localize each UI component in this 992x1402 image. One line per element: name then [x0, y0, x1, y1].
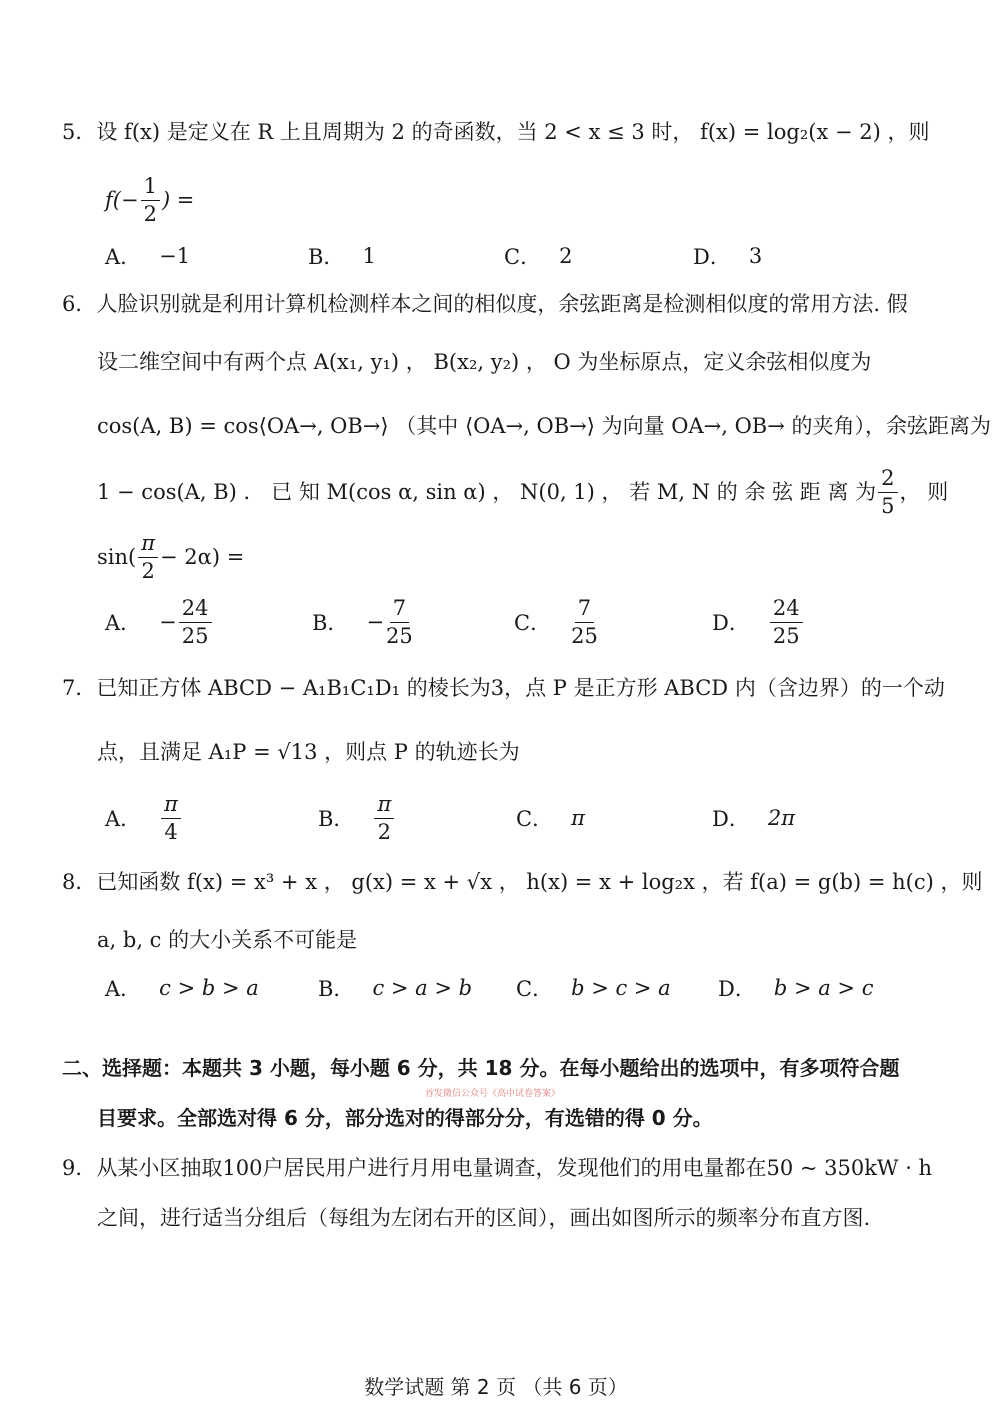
q8-option-d: D． b > a > c: [718, 976, 874, 1001]
section-2-instructions: 目要求。全部选对得 6 分，部分选对的得部分分，有选错的得 0 分。: [97, 1106, 713, 1130]
q5-option-d: D． 3: [693, 244, 763, 269]
q6-option-a: A． − $\frac{24}{25}$: [105, 592, 214, 652]
q7-option-d: D． 2π: [712, 806, 796, 831]
q8-line-2: a, b, c 的大小关系不可能是: [97, 928, 358, 952]
q5-option-b: B． 1: [308, 244, 376, 269]
q7-line-2: 点，且满足 A₁P = √13 ，则点 P 的轨迹长为: [97, 740, 520, 764]
q8-option-c: C． b > c > a: [516, 976, 671, 1001]
q5-option-a: A． −1: [105, 244, 191, 269]
q6-line-5: sin( $\frac{\pi}{2}$ − 2α) =: [97, 530, 245, 583]
q7-option-b: B． $\frac{\pi}{2}$: [318, 788, 396, 848]
q6-pi-fraction: $\frac{\pi}{2}$: [138, 533, 158, 582]
q6-line-2: 设二维空间中有两个点 A(x₁, y₁) ， B(x₂, y₂) ， O 为坐标原点，定义余弦相似度为: [97, 350, 872, 374]
q7-number: 7．: [62, 676, 97, 700]
q5-expression: f(− $\frac{1}{2}$ ) =: [105, 173, 195, 226]
q8-option-b: B． c > a > b: [318, 976, 473, 1001]
q8-option-a: A． c > b > a: [105, 976, 259, 1001]
q9-number: 9．: [62, 1156, 97, 1180]
q6-option-c: C． $\frac{7}{25}$: [514, 595, 598, 648]
q6-distance-fraction: $\frac{2}{5}$: [878, 468, 897, 517]
q5-number: 5．: [62, 120, 97, 144]
q9-line-1: 9．从某小区抽取100户居民用户进行月用电量调查，发现他们的用电量都在50 ~ 350kW · h: [62, 1156, 933, 1180]
q8-options: [0, 958, 992, 1018]
q8-line-1: 8．已知函数 f(x) = x³ + x ， g(x) = x + √x ， h(x) = x + log₂x ，若 f(a) = g(b) = h(c) ，则: [62, 870, 983, 894]
section-2-heading: 二、选择题：本题共 3 小题，每小题 6 分，共 18 分。在每小题给出的选项中，有多项符合题: [62, 1056, 900, 1080]
q6-number: 6．: [62, 292, 97, 316]
q7-line-1: 7．已知正方体 ABCD − A₁B₁C₁D₁ 的棱长为3，点 P 是正方形 ABCD 内（含边界）的一个动: [62, 676, 945, 700]
q8-number: 8．: [62, 870, 97, 894]
q9-line-2: 之间，进行适当分组后（每组为左闭右开的区间），画出如图所示的频率分布直方图.: [97, 1206, 871, 1230]
q5-fraction: $\frac{1}{2}$: [141, 176, 160, 225]
q5-stem: [62, 118, 929, 146]
watermark: 首发微信公众号《高中试卷答案》: [425, 1089, 561, 1099]
q6-options: [0, 592, 992, 652]
q7-option-a: A． $\frac{\pi}{4}$: [105, 788, 183, 848]
q7-options: [0, 788, 992, 848]
q6-line-4: 1 − cos(A, B) ． 已 知 M(cos α, sin α) ， N(0, 1) ， 若 M, N 的 余 弦 距 离 为 $\frac{2}{5}$ ， 则: [97, 465, 949, 518]
q6-line-1: 6．人脸识别就是利用计算机检测样本之间的相似度，余弦距离是检测相似度的常用方法. 假: [62, 292, 908, 316]
q7-option-c: C． π: [516, 806, 585, 831]
page-footer: 数学试题 第 2 页 （共 6 页）: [364, 1375, 628, 1399]
q6-line-3: cos(A, B) = cos⟨OA→, OB→⟩ （其中 ⟨OA→, OB→⟩ 为向量 OA→, OB→ 的夹角），余弦距离为: [97, 414, 992, 438]
q5-options: [0, 226, 992, 286]
q5-text: 设 f(x) 是定义在 R 上且周期为 2 的奇函数，当 2 < x ≤ 3 时， f(x) = log₂(x − 2) ，则: [96, 120, 930, 144]
q6-option-d: D． $\frac{24}{25}$: [712, 592, 805, 652]
q6-option-b: B． − $\frac{7}{25}$: [312, 595, 413, 648]
q5-option-c: C． 2: [504, 244, 573, 269]
